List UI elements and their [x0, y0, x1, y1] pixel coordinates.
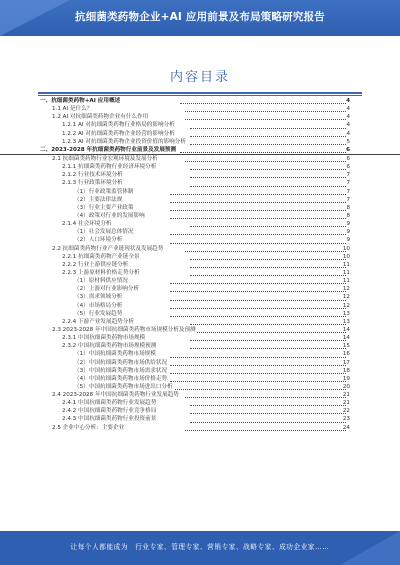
toc-entry-page: 4	[346, 122, 350, 129]
toc-entry-label: （2）主要法律法规	[74, 196, 123, 203]
toc-entry-page: 14	[342, 335, 350, 342]
toc-entry-label: 1.2 AI 对抗细菌类药物企业有什么作用	[52, 114, 149, 121]
toc-entry-label: 2.2.2 行业上游供应链分析	[62, 261, 129, 268]
toc-entry-label: （2）人口环境分析	[74, 237, 123, 244]
toc-entry-label: （1）社会发展总体情况	[74, 229, 134, 236]
toc-entry-page: 8	[346, 212, 350, 219]
toc-entry-label: （3）需求领域分析	[74, 294, 123, 301]
toc-entry-label: 2.1.4 社会环境分析	[62, 221, 112, 228]
toc-entry-label: 1.1 AI 是什么？	[52, 106, 93, 113]
toc-entry-label: （3）中国抗细菌类药物市场需求状况	[74, 367, 168, 374]
toc-entry-page: 13	[342, 318, 350, 325]
toc-entry-label: 2.1.2 行业技术环境分析	[62, 172, 123, 179]
toc-entry-label: 1.2.1 AI 对抗细菌类药物行业格局的影响分析	[62, 122, 175, 129]
toc-entry-page: 18	[342, 367, 350, 374]
toc-entry-page: 9	[346, 237, 350, 244]
toc-entry-label: （4）政策对行业的发展影响	[74, 212, 145, 219]
toc-entry-label: 二、2023-2028 年抗细菌类药物行业前景及发展预测	[40, 146, 177, 153]
toc-entry-label: （1）行业政策监管体制	[74, 188, 134, 195]
toc-entry-label: 1.2.2 AI 对抗细菌类药物企业经营的影响分析	[62, 130, 175, 137]
toc-leader-dots	[180, 144, 346, 153]
toc-entry-page: 8	[346, 204, 350, 211]
toc-entry-page: 7	[346, 188, 350, 195]
toc-entry-label: （5）行业发展趋势	[74, 310, 123, 317]
toc-heading: 内容目录	[169, 70, 230, 85]
toc-entry-label: 2.2.4 下游产业发展趋势分析	[62, 318, 134, 325]
toc-entry-label: 2.3.1 中国抗细菌类药物市场规模	[62, 335, 146, 342]
toc-entry-page: 9	[346, 229, 350, 236]
toc-entry-page: 11	[342, 278, 350, 285]
toc-entry-page: 4	[346, 106, 350, 113]
toc-entry-page: 20	[342, 383, 350, 390]
toc-entry-page: 16	[342, 351, 350, 358]
toc-entry-page: 13	[342, 310, 350, 317]
toc-entry-label: 2.3.2 中国抗细菌类药物市场规模预测	[62, 343, 157, 350]
toc-entry[interactable]	[0, 424, 400, 432]
footer-slogan: 让每个人都能成为 行业专家、管理专家、营销专家、战略专家、成功企业家……	[70, 543, 330, 551]
toc-entry-label: （4）市场格局分析	[74, 302, 123, 309]
toc-entry-page: 6	[346, 164, 350, 171]
toc-entry-label: 2.1.1 抗细菌类药物行业经济环境分析	[62, 164, 157, 171]
toc-entry-page: 21	[342, 392, 350, 399]
toc-entry-page: 19	[342, 375, 350, 382]
toc-entry-page: 15	[342, 343, 350, 350]
toc-entry-label: （1）原材料供应情况	[74, 278, 128, 285]
toc-entry-label: 1.2.3 AI 对抗细菌类药物企业投资价值的影响分析	[62, 138, 186, 145]
toc-entry-label: （2）上游对行业影响分析	[74, 286, 140, 293]
toc-entry-label: 2.4.2 中国抗细菌类药物行业竞争格局	[62, 408, 157, 415]
report-title: 抗细菌类药物企业+AI 应用前景及布局策略研究报告	[75, 11, 325, 23]
toc-entry-label: （3）行业主要产业政策	[74, 204, 134, 211]
toc-entry-label: 一、抗细菌类药物+AI 应用概述	[40, 98, 121, 104]
toc-entry-label: （5）中国抗细菌类药物市场进出口分析	[74, 383, 173, 390]
toc-entry-page: 6	[346, 146, 350, 153]
toc-entry-page: 21	[342, 400, 350, 407]
table-of-contents	[0, 97, 400, 432]
header-banner	[0, 0, 400, 36]
toc-entry-label: 2.2 抗细菌类药物行业产业链现状及发展趋势	[52, 245, 164, 252]
toc-leader-dots	[185, 422, 346, 431]
toc-entry-page: 24	[342, 424, 350, 431]
toc-entry-label: 2.4.1 中国抗细菌类药物行业发展趋势	[62, 400, 157, 407]
toc-entry-page: 14	[342, 326, 350, 333]
toc-entry-page: 11	[342, 269, 350, 276]
toc-entry-page: 4	[346, 98, 350, 104]
toc-entry-label: （4）中国抗细菌类药物市场价格走势	[74, 375, 168, 382]
toc-entry-page: 23	[342, 416, 350, 423]
toc-entry-page: 5	[346, 138, 350, 145]
toc-entry-page: 22	[342, 408, 350, 415]
toc-entry-page: 11	[342, 261, 350, 268]
toc-entry-label: 2.3 2023-2028 年中国抗细菌类药物市场规模分析及预测	[52, 326, 196, 333]
toc-entry-page: 7	[346, 196, 350, 203]
toc-entry-page: 12	[342, 286, 350, 293]
toc-entry-page: 17	[342, 359, 350, 366]
toc-entry-page: 7	[346, 180, 350, 187]
toc-entry-label: （1）中国抗细菌类药物市场规模	[74, 351, 156, 358]
toc-entry-page: 4	[346, 114, 350, 121]
toc-entry-page: 12	[342, 302, 350, 309]
toc-entry-label: 2.4.3 中国抗细菌类药物行业投资前景	[62, 416, 157, 423]
toc-divider-thick	[38, 92, 362, 94]
toc-entry-page: 10	[342, 245, 350, 252]
toc-entry-label: 2.2.1 抗细菌类药物产业链全景	[62, 253, 140, 260]
toc-entry-label: 2.1.3 行业政策环境分析	[62, 180, 123, 187]
toc-entry-page: 10	[342, 253, 350, 260]
toc-entry-page: 4	[346, 130, 350, 137]
toc-entry-page: 6	[346, 155, 350, 162]
toc-entry-label: 2.5 企业中心分析：主要企业	[52, 424, 125, 431]
toc-entry-label: 2.1 抗细菌类药物行业宏观环境及发展分析	[52, 155, 158, 162]
toc-entry-page: 9	[346, 221, 350, 228]
toc-entry-label: 2.2.3 上游原材料价格走势分析	[62, 269, 140, 276]
toc-entry-label: （2）中国抗细菌类药物市场供给状况	[74, 359, 168, 366]
toc-entry-page: 7	[346, 172, 350, 179]
toc-entry-page: 12	[342, 294, 350, 301]
toc-entry-label: 2.4 2023-2028 年中国抗细菌类药物行业发展趋势	[52, 392, 179, 399]
